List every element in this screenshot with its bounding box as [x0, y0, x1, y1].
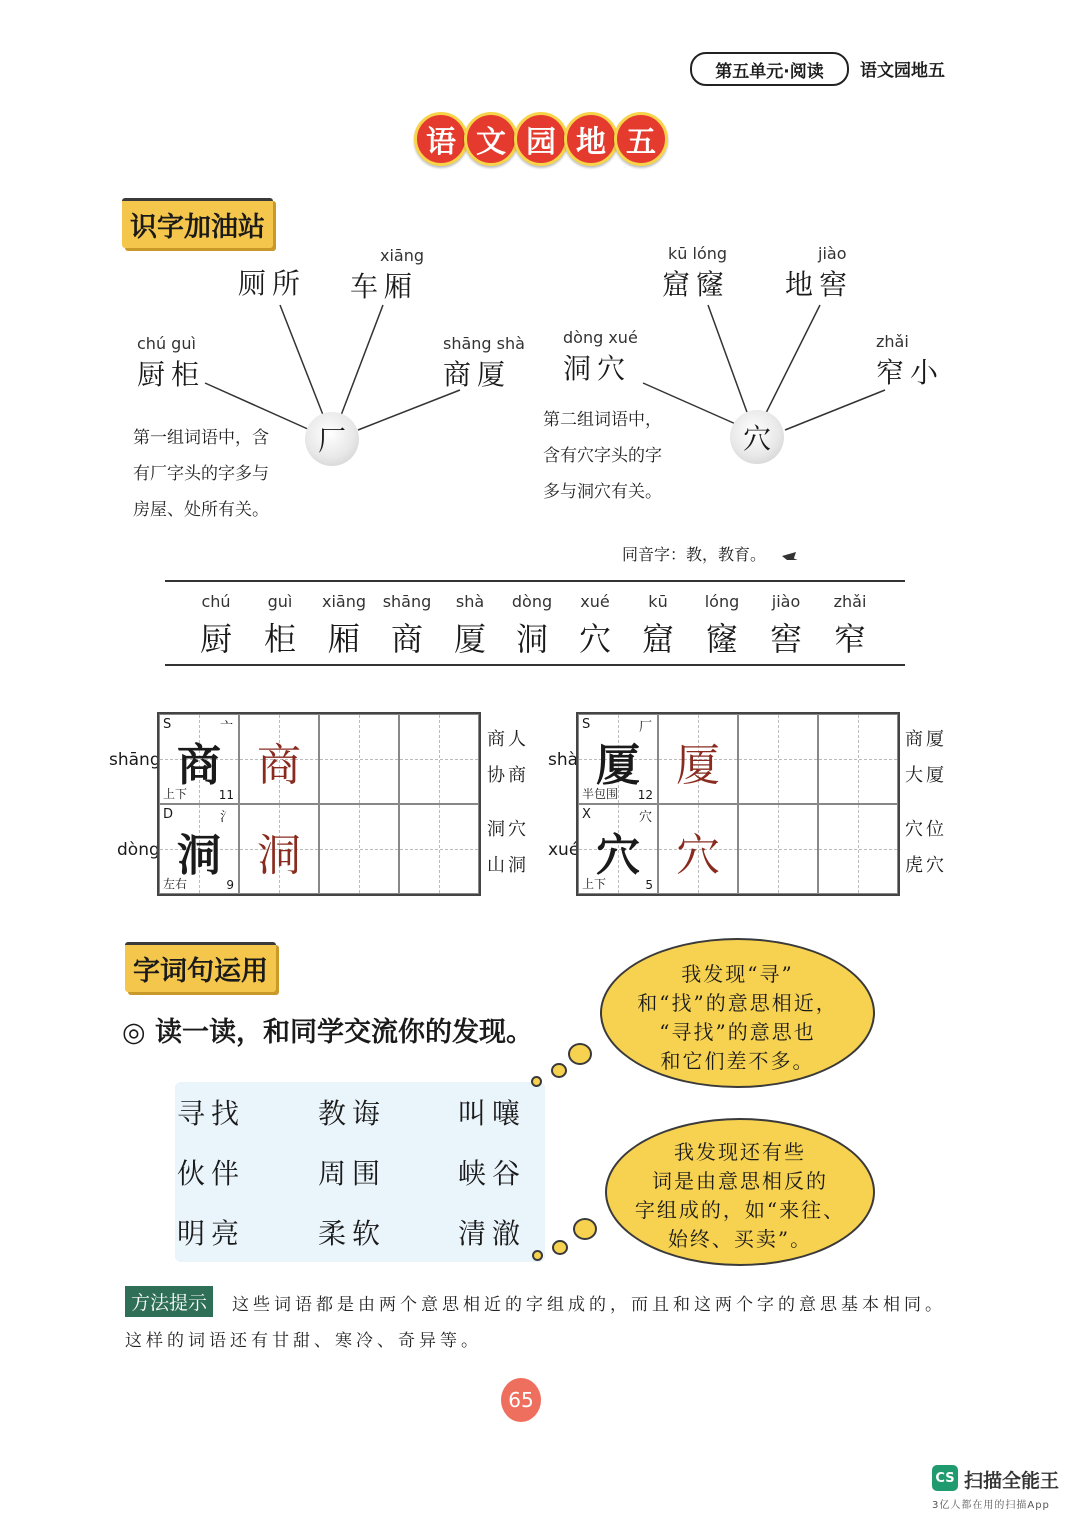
grid-pinyin: shà	[548, 750, 579, 770]
char-item: dòng 洞	[511, 592, 553, 658]
title-char: 园	[514, 112, 568, 166]
char-item: xiāng 厢	[321, 592, 366, 658]
watermark-sub: 3亿人都在用的扫描App	[932, 1500, 1050, 1511]
word-2-1: kū lóng 窟窿	[662, 244, 731, 301]
grid-cell-blank[interactable]	[738, 804, 818, 894]
word-item: 明亮	[177, 1217, 246, 1250]
grid-words: 商人 协商	[487, 729, 529, 786]
bubble-dot	[532, 1250, 543, 1261]
word-2-4: zhǎi 窄小	[876, 332, 945, 389]
grid-cell: X 穴 穴 上下 5	[578, 804, 658, 894]
word-item: 叫嚷	[458, 1097, 527, 1130]
bubble-dot	[573, 1218, 597, 1240]
char-item: kū 窟	[641, 592, 674, 658]
title-char: 语	[414, 112, 468, 166]
grid-cell-trace: 穴	[658, 804, 738, 894]
grid-cell: D 氵 洞 左右 9	[159, 804, 239, 894]
page-number: 65	[501, 1378, 541, 1422]
scanner-logo-icon: CS	[932, 1465, 958, 1491]
section2-heading: 字词句运用	[125, 942, 276, 992]
grid-words: 穴位 虎穴	[905, 819, 947, 876]
writing-grid-right	[576, 712, 900, 896]
bubble-dot	[568, 1043, 592, 1065]
homophone-note: 同音字：教，教育。	[622, 545, 767, 564]
word-2-3: dòng xué 洞穴	[563, 328, 638, 385]
bullet-icon: ◎	[122, 1017, 146, 1048]
char-item: jiào 窖	[769, 592, 802, 658]
tip-text-line1: 这些词语都是由两个意思相近的字组成的，而且和这两个字的意思基本相同。	[232, 1295, 946, 1315]
tip-label: 方法提示	[125, 1286, 213, 1317]
word-item: 周围	[318, 1157, 387, 1190]
grid-cell-trace: 厦	[658, 714, 738, 804]
task-instruction: ◎ 读一读，和同学交流你的发现。	[122, 1017, 533, 1048]
title-char: 五	[614, 112, 668, 166]
grid-pinyin: xué	[548, 840, 580, 860]
group2-note: 第二组词语中， 含有穴字头的字 多与洞穴有关。	[543, 410, 662, 502]
char-item: shà 厦	[453, 592, 486, 658]
character-row	[165, 580, 905, 666]
grid-cell: S 亠 商 上下 11	[159, 714, 239, 804]
word-item: 伙伴	[177, 1157, 246, 1190]
section-label: 语文园地五	[860, 61, 945, 81]
word-item: 清澈	[458, 1217, 527, 1250]
bubble-dot	[552, 1240, 568, 1255]
word-box	[175, 1082, 545, 1262]
grid-cell-blank[interactable]	[818, 804, 898, 894]
title-char: 地	[564, 112, 618, 166]
grid-words: 洞穴 山洞	[487, 819, 529, 876]
grid-cell-trace: 洞	[239, 804, 319, 894]
tip-text-line2: 这样的词语还有甘甜、寒冷、奇异等。	[125, 1331, 482, 1351]
grid-cell-blank[interactable]	[399, 714, 479, 804]
writing-grid-left	[157, 712, 481, 896]
thought-bubble-1: 我发现“寻” 和“找”的意思相近， “寻找”的意思也 和它们差不多。	[600, 938, 875, 1088]
word-2-2: jiào 地窖	[785, 244, 854, 301]
word-item: 峡谷	[458, 1157, 527, 1190]
title-char: 文	[464, 112, 518, 166]
grid-words: 商厦 大厦	[905, 729, 947, 786]
word-item: 教诲	[318, 1097, 387, 1130]
grid-cell-blank[interactable]	[738, 714, 818, 804]
thought-bubble-2: 我发现还有些 词是由意思相反的 字组成的，如“来往、 始终、买卖”。	[605, 1118, 875, 1266]
grid-pinyin: dòng	[117, 840, 160, 860]
char-item: zhǎi 窄	[833, 592, 867, 658]
hub-radical-xue: 穴	[730, 410, 784, 464]
grid-cell-blank[interactable]	[319, 804, 399, 894]
group1-note: 第一组词语中，含 有厂字头的字多与 房屋、处所有关。	[133, 428, 269, 520]
watermark-name: 扫描全能王	[964, 1470, 1060, 1492]
char-item: lóng 窿	[704, 592, 740, 658]
section1-heading: 识字加油站	[122, 198, 273, 248]
unit-label: 第五单元·阅读	[690, 52, 849, 86]
grid-cell-blank[interactable]	[319, 714, 399, 804]
hub-radical-chang: 厂	[305, 412, 359, 466]
bubble-dot	[531, 1076, 542, 1087]
char-item: guì 柜	[263, 592, 296, 658]
word-item: 寻找	[177, 1097, 246, 1130]
word-item: 柔软	[318, 1217, 387, 1250]
grid-cell-trace: 商	[239, 714, 319, 804]
char-item: xué 穴	[578, 592, 611, 658]
word-1-1: 厕所	[238, 267, 307, 300]
grid-pinyin: shāng	[109, 750, 161, 770]
word-1-2: xiāng 车厢	[350, 246, 425, 303]
grid-cell: S 厂 厦 半包围 12	[578, 714, 658, 804]
word-1-4: shāng shà 商厦	[443, 334, 525, 391]
bubble-dot	[551, 1063, 567, 1078]
word-1-3: chú guì 厨柜	[137, 334, 206, 391]
grid-cell-blank[interactable]	[399, 804, 479, 894]
char-item: shāng 商	[382, 592, 432, 658]
grid-cell-blank[interactable]	[818, 714, 898, 804]
char-item: chú 厨	[199, 592, 232, 658]
